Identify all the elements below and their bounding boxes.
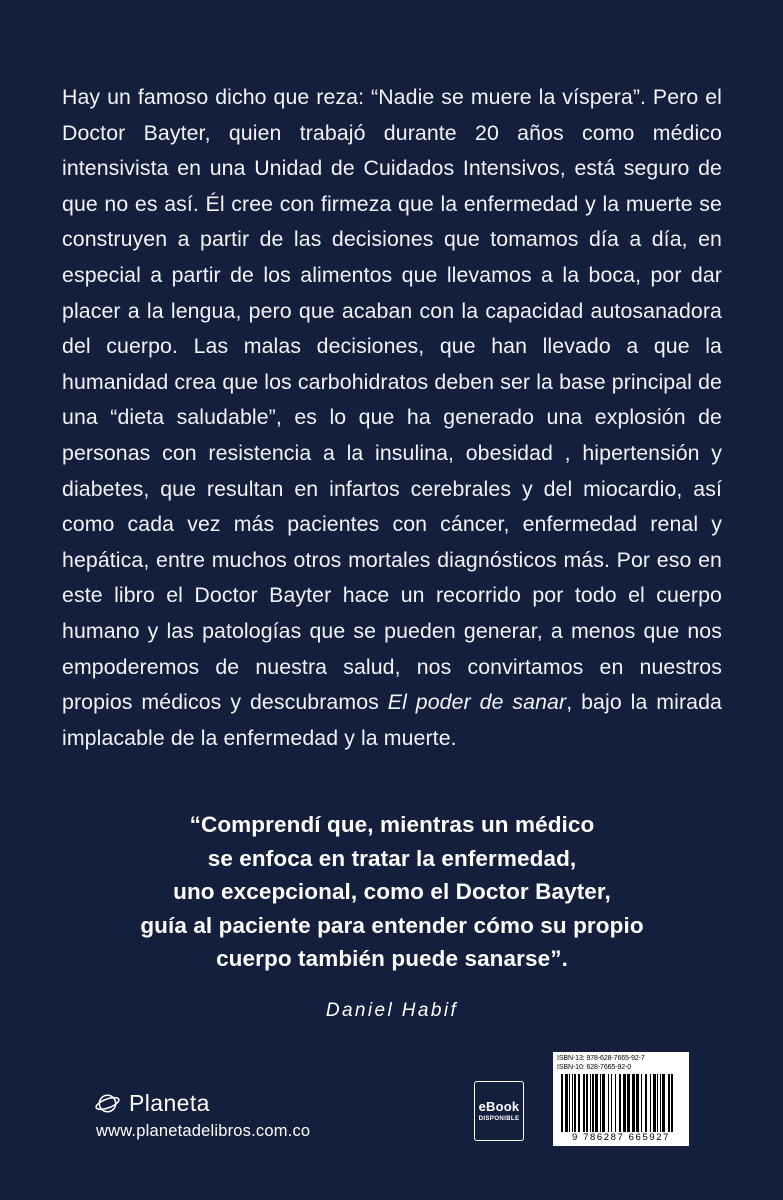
quote-line: guía al paciente para entender cómo su propio xyxy=(140,912,644,938)
description-part-two: , bajo la mirada implacable de la enfermedad y la muerte. xyxy=(62,690,723,750)
planet-icon xyxy=(95,1091,120,1116)
pull-quote xyxy=(62,808,722,976)
ebook-label: eBook xyxy=(478,1098,520,1114)
quote-line: cuerpo también puede sanarse”. xyxy=(216,946,568,971)
book-title-mention: El poder de sanar xyxy=(387,690,567,715)
quote-line: se enfoca en tratar la enfermedad, xyxy=(207,845,577,871)
description-part-one: Hay un famoso dicho que reza: “Nadie se muere la víspera”. Pero el Doctor Bayter, quien trabajó durante 20 años como médico intensivista en una Unidad de Cuidados Intensivos, está seguro de que no es así. Él cree con firmeza que la enfermedad y la muerte se construyen a partir de las decisiones que tomamos día a día, en especial a partir de los alimentos que llevamos a la boca, por dar placer a la lengua, pero que acaban con la capacidad autosanadora del cuerpo. Las malas decisiones, que han llevado a que la humanidad crea que los carbohidratos deben ser la base principal de una “dieta saludable”, es lo que ha generado una explosión de personas con resistencia a la insulina, obesidad , hipertensión y diabetes, que resultan en infartos cerebrales y del miocardio, así como cada vez más pacientes con cáncer, enfermedad renal y hepática, entre muchos otros mortales diagnósticos más. Por eso en este libro el Doctor Bayter hace un recorrido por todo el cuerpo humano y las patologías que se pueden generar, a menos que nos empoderemos de nuestra salud, nos convirtamos en nuestros propios médicos y descubramos xyxy=(62,85,722,715)
isbn13-text: ISBN-13: 978-628-7665-92-7 xyxy=(557,1055,645,1062)
quote-attribution: Daniel Habif xyxy=(325,1000,459,1021)
isbn10-text: ISBN-10: 628-7665-92-0 xyxy=(557,1063,632,1071)
publisher-block xyxy=(95,1090,310,1141)
publisher-name: Planeta xyxy=(129,1090,210,1116)
quote-line: “Comprendí que, mientras un médico xyxy=(189,812,595,837)
barcode xyxy=(553,1052,689,1146)
ebook-available-badge xyxy=(474,1081,524,1141)
barcode-digits: 9 786287 665927 xyxy=(572,1132,670,1143)
book-description xyxy=(62,80,722,756)
publisher-logo-row xyxy=(95,1090,310,1117)
ebook-availability-label: DISPONIBLE xyxy=(478,1114,520,1122)
publisher-url[interactable]: www.planetadelibros.com.co xyxy=(96,1122,311,1140)
quote-line: uno excepcional, como el Doctor Bayter, xyxy=(173,879,611,904)
barcode-bars xyxy=(557,1074,685,1132)
